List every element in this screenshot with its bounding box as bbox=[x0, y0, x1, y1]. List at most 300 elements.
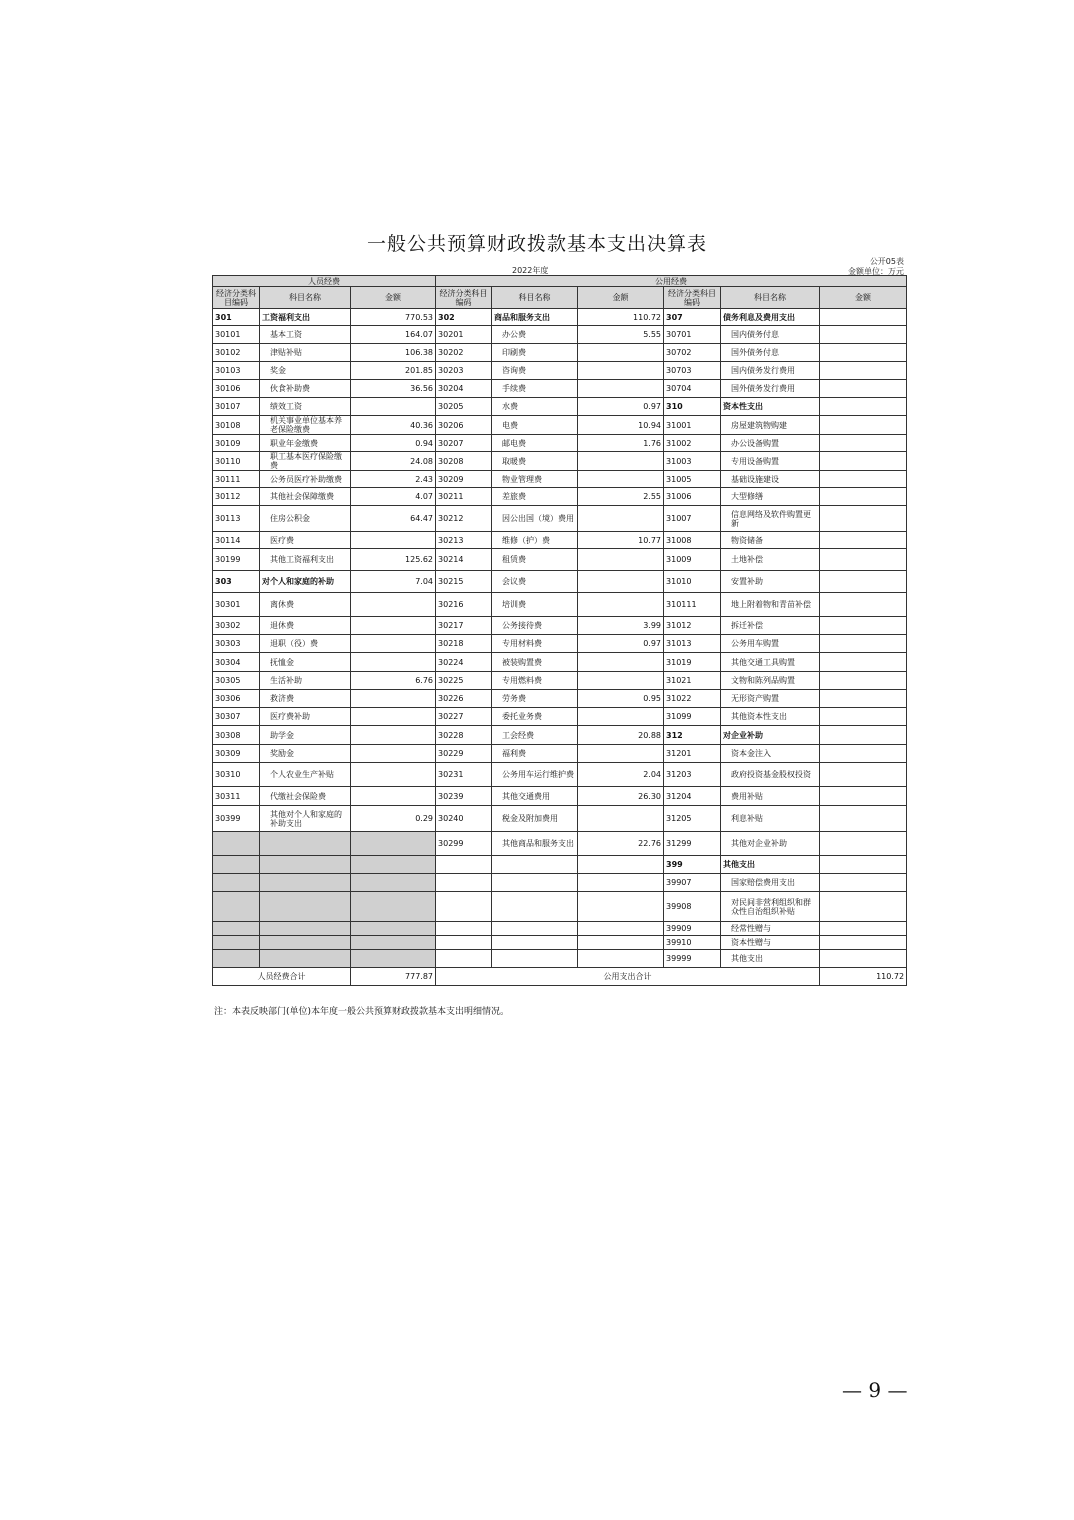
cell-name: 职工基本医疗保险缴费 bbox=[260, 452, 351, 471]
cell-name bbox=[492, 856, 578, 874]
cell-name: 津贴补贴 bbox=[260, 344, 351, 362]
cell-name: 退职（役）费 bbox=[260, 635, 351, 653]
cell-name: 退休费 bbox=[260, 617, 351, 635]
cell-amount bbox=[578, 593, 664, 617]
cell-name: 国外债务发行费用 bbox=[721, 380, 820, 398]
cell-name: 水费 bbox=[492, 398, 578, 416]
cell-amount bbox=[820, 506, 907, 532]
cell-code: 30206 bbox=[436, 416, 492, 435]
cell-name bbox=[492, 874, 578, 892]
table-row bbox=[213, 690, 907, 708]
cell-code: 30213 bbox=[436, 532, 492, 549]
cell-code: 31205 bbox=[664, 806, 721, 832]
table-row bbox=[213, 549, 907, 571]
cell-amount bbox=[351, 708, 436, 726]
table-row bbox=[213, 398, 907, 416]
cell-code bbox=[436, 950, 492, 968]
cell-name: 对企业补助 bbox=[721, 726, 820, 745]
cell-amount bbox=[820, 398, 907, 416]
cell-code: 30225 bbox=[436, 672, 492, 690]
cell-name: 因公出国（境）费用 bbox=[492, 506, 578, 532]
cell-name bbox=[260, 922, 351, 936]
cell-amount: 10.94 bbox=[578, 416, 664, 435]
cell-name: 安置补助 bbox=[721, 571, 820, 593]
cell-code: 39909 bbox=[664, 922, 721, 936]
cell-name: 基础设施建设 bbox=[721, 471, 820, 488]
cell-code: 30114 bbox=[213, 532, 260, 549]
cell-code: 310 bbox=[664, 398, 721, 416]
cell-name: 专用材料费 bbox=[492, 635, 578, 653]
amount-header: 金额 bbox=[578, 287, 664, 309]
cell-amount bbox=[820, 672, 907, 690]
cell-name: 邮电费 bbox=[492, 435, 578, 452]
table-row bbox=[213, 672, 907, 690]
cell-code: 31201 bbox=[664, 745, 721, 763]
cell-code: 30201 bbox=[436, 326, 492, 344]
cell-amount bbox=[820, 549, 907, 571]
cell-name: 医疗费 bbox=[260, 532, 351, 549]
cell-code: 30231 bbox=[436, 763, 492, 787]
cell-name: 救济费 bbox=[260, 690, 351, 708]
cell-amount bbox=[578, 745, 664, 763]
cell-code: 30305 bbox=[213, 672, 260, 690]
cell-code: 31001 bbox=[664, 416, 721, 435]
cell-code: 30204 bbox=[436, 380, 492, 398]
cell-amount bbox=[820, 532, 907, 549]
table-row bbox=[213, 950, 907, 968]
cell-code bbox=[213, 950, 260, 968]
cell-name: 商品和服务支出 bbox=[492, 309, 578, 326]
cell-name: 工会经费 bbox=[492, 726, 578, 745]
cell-name: 抚恤金 bbox=[260, 653, 351, 672]
cell-name: 奖励金 bbox=[260, 745, 351, 763]
table-row bbox=[213, 922, 907, 936]
cell-code: 39999 bbox=[664, 950, 721, 968]
cell-code: 30218 bbox=[436, 635, 492, 653]
column-header-row bbox=[213, 287, 907, 309]
cell-name: 工资福利支出 bbox=[260, 309, 351, 326]
cell-code: 30228 bbox=[436, 726, 492, 745]
cell-code bbox=[213, 922, 260, 936]
code-header: 经济分类科目编码 bbox=[664, 287, 721, 309]
cell-amount bbox=[820, 806, 907, 832]
code-header: 经济分类科目编码 bbox=[213, 287, 260, 309]
cell-amount bbox=[351, 617, 436, 635]
cell-code: 30108 bbox=[213, 416, 260, 435]
cell-code: 30211 bbox=[436, 488, 492, 506]
cell-code: 30399 bbox=[213, 806, 260, 832]
cell-code: 312 bbox=[664, 726, 721, 745]
cell-code: 31203 bbox=[664, 763, 721, 787]
cell-amount bbox=[351, 950, 436, 968]
cell-name: 其他支出 bbox=[721, 950, 820, 968]
cell-amount bbox=[578, 471, 664, 488]
cell-name: 费用补贴 bbox=[721, 787, 820, 806]
cell-name: 对个人和家庭的补助 bbox=[260, 571, 351, 593]
cell-code: 307 bbox=[664, 309, 721, 326]
cell-amount bbox=[820, 856, 907, 874]
cell-code bbox=[213, 936, 260, 950]
personnel-total-label: 人员经费合计 bbox=[213, 968, 351, 986]
cell-code: 30110 bbox=[213, 452, 260, 471]
cell-amount bbox=[820, 690, 907, 708]
cell-name: 咨询费 bbox=[492, 362, 578, 380]
cell-amount: 24.08 bbox=[351, 452, 436, 471]
public-total-value: 110.72 bbox=[820, 968, 907, 986]
cell-code: 30215 bbox=[436, 571, 492, 593]
cell-amount bbox=[351, 892, 436, 922]
name-header: 科目名称 bbox=[492, 287, 578, 309]
cell-code: 31013 bbox=[664, 635, 721, 653]
table-row bbox=[213, 806, 907, 832]
cell-amount: 0.97 bbox=[578, 398, 664, 416]
table-row bbox=[213, 708, 907, 726]
cell-amount: 0.29 bbox=[351, 806, 436, 832]
cell-code: 30103 bbox=[213, 362, 260, 380]
cell-amount bbox=[820, 726, 907, 745]
table-row bbox=[213, 874, 907, 892]
cell-code bbox=[436, 892, 492, 922]
table-row bbox=[213, 309, 907, 326]
cell-code: 30113 bbox=[213, 506, 260, 532]
cell-code bbox=[213, 832, 260, 856]
cell-code: 31010 bbox=[664, 571, 721, 593]
cell-name bbox=[260, 892, 351, 922]
page-title: 一般公共预算财政拨款基本支出决算表 bbox=[366, 233, 707, 255]
cell-name bbox=[260, 832, 351, 856]
cell-amount bbox=[351, 936, 436, 950]
cell-name: 维修（护）费 bbox=[492, 532, 578, 549]
table-row bbox=[213, 362, 907, 380]
cell-code: 310111 bbox=[664, 593, 721, 617]
personnel-total-value: 777.87 bbox=[351, 968, 436, 986]
cell-amount bbox=[578, 936, 664, 950]
cell-name: 专用燃料费 bbox=[492, 672, 578, 690]
cell-name bbox=[492, 950, 578, 968]
table-row bbox=[213, 617, 907, 635]
cell-code: 30308 bbox=[213, 726, 260, 745]
cell-amount bbox=[820, 362, 907, 380]
cell-code bbox=[213, 856, 260, 874]
cell-amount bbox=[351, 763, 436, 787]
cell-name: 培训费 bbox=[492, 593, 578, 617]
cell-amount: 2.04 bbox=[578, 763, 664, 787]
cell-name: 国内债务付息 bbox=[721, 326, 820, 344]
cell-name: 资本性支出 bbox=[721, 398, 820, 416]
cell-code: 30303 bbox=[213, 635, 260, 653]
cell-amount bbox=[578, 344, 664, 362]
cell-amount bbox=[820, 309, 907, 326]
cell-code: 30107 bbox=[213, 398, 260, 416]
cell-code: 30203 bbox=[436, 362, 492, 380]
table-row bbox=[213, 745, 907, 763]
cell-amount: 770.53 bbox=[351, 309, 436, 326]
cell-amount: 0.97 bbox=[578, 635, 664, 653]
cell-amount bbox=[820, 745, 907, 763]
cell-code: 303 bbox=[213, 571, 260, 593]
cell-code: 31005 bbox=[664, 471, 721, 488]
table-row bbox=[213, 653, 907, 672]
cell-code: 30227 bbox=[436, 708, 492, 726]
cell-amount bbox=[578, 874, 664, 892]
cell-amount bbox=[351, 745, 436, 763]
cell-name: 机关事业单位基本养老保险缴费 bbox=[260, 416, 351, 435]
cell-code: 30199 bbox=[213, 549, 260, 571]
table-row bbox=[213, 571, 907, 593]
cell-code: 30311 bbox=[213, 787, 260, 806]
cell-name: 委托业务费 bbox=[492, 708, 578, 726]
cell-amount: 40.36 bbox=[351, 416, 436, 435]
table-row bbox=[213, 380, 907, 398]
cell-code: 30209 bbox=[436, 471, 492, 488]
cell-name: 拆迁补偿 bbox=[721, 617, 820, 635]
cell-code: 39910 bbox=[664, 936, 721, 950]
table-row bbox=[213, 452, 907, 471]
cell-amount: 125.62 bbox=[351, 549, 436, 571]
cell-code: 30102 bbox=[213, 344, 260, 362]
cell-name: 文物和陈列品购置 bbox=[721, 672, 820, 690]
cell-code: 301 bbox=[213, 309, 260, 326]
table-row bbox=[213, 593, 907, 617]
cell-amount: 2.43 bbox=[351, 471, 436, 488]
cell-amount bbox=[351, 832, 436, 856]
cell-name: 差旅费 bbox=[492, 488, 578, 506]
cell-code: 30301 bbox=[213, 593, 260, 617]
cell-code: 30106 bbox=[213, 380, 260, 398]
cell-code: 31022 bbox=[664, 690, 721, 708]
cell-code: 31008 bbox=[664, 532, 721, 549]
cell-name bbox=[260, 950, 351, 968]
table-row bbox=[213, 763, 907, 787]
cell-amount bbox=[351, 635, 436, 653]
cell-name: 其他资本性支出 bbox=[721, 708, 820, 726]
cell-name: 办公费 bbox=[492, 326, 578, 344]
cell-name: 职业年金缴费 bbox=[260, 435, 351, 452]
cell-name: 债务利息及费用支出 bbox=[721, 309, 820, 326]
cell-amount bbox=[820, 832, 907, 856]
cell-amount bbox=[578, 380, 664, 398]
cell-name: 公务用车购置 bbox=[721, 635, 820, 653]
cell-code: 30205 bbox=[436, 398, 492, 416]
table-row bbox=[213, 856, 907, 874]
cell-amount: 110.72 bbox=[578, 309, 664, 326]
cell-code: 30112 bbox=[213, 488, 260, 506]
cell-amount bbox=[578, 506, 664, 532]
cell-amount bbox=[351, 532, 436, 549]
cell-amount: 4.07 bbox=[351, 488, 436, 506]
code-header: 经济分类科目编码 bbox=[436, 287, 492, 309]
cell-name bbox=[492, 892, 578, 922]
cell-code bbox=[213, 892, 260, 922]
cell-amount bbox=[820, 380, 907, 398]
cell-amount bbox=[578, 549, 664, 571]
cell-amount bbox=[820, 593, 907, 617]
cell-name: 其他对个人和家庭的补助支出 bbox=[260, 806, 351, 832]
table-row bbox=[213, 506, 907, 532]
cell-amount: 201.85 bbox=[351, 362, 436, 380]
amount-header: 金额 bbox=[351, 287, 436, 309]
amount-unit: 金额单位：万元 bbox=[848, 267, 904, 276]
cell-amount bbox=[351, 856, 436, 874]
name-header: 科目名称 bbox=[721, 287, 820, 309]
cell-code: 30310 bbox=[213, 763, 260, 787]
cell-name bbox=[260, 856, 351, 874]
table-row bbox=[213, 726, 907, 745]
cell-amount bbox=[820, 635, 907, 653]
cell-amount: 10.77 bbox=[578, 532, 664, 549]
cell-amount bbox=[820, 488, 907, 506]
cell-name: 国外债务付息 bbox=[721, 344, 820, 362]
cell-code: 30299 bbox=[436, 832, 492, 856]
cell-name: 代缴社会保险费 bbox=[260, 787, 351, 806]
cell-amount bbox=[820, 708, 907, 726]
cell-code: 39907 bbox=[664, 874, 721, 892]
cell-code: 30202 bbox=[436, 344, 492, 362]
page-number: — 9 — bbox=[842, 1378, 908, 1402]
cell-code: 30101 bbox=[213, 326, 260, 344]
cell-code: 31003 bbox=[664, 452, 721, 471]
cell-name: 利息补贴 bbox=[721, 806, 820, 832]
cell-amount: 64.47 bbox=[351, 506, 436, 532]
expenditure-table bbox=[212, 275, 907, 986]
cell-code: 30240 bbox=[436, 806, 492, 832]
cell-code: 30307 bbox=[213, 708, 260, 726]
cell-code: 31099 bbox=[664, 708, 721, 726]
cell-name: 取暖费 bbox=[492, 452, 578, 471]
cell-code: 30704 bbox=[664, 380, 721, 398]
cell-name: 个人农业生产补贴 bbox=[260, 763, 351, 787]
cell-amount: 3.99 bbox=[578, 617, 664, 635]
cell-name: 基本工资 bbox=[260, 326, 351, 344]
table-row bbox=[213, 832, 907, 856]
table-row bbox=[213, 892, 907, 922]
cell-name: 办公设备购置 bbox=[721, 435, 820, 452]
cell-code: 30216 bbox=[436, 593, 492, 617]
cell-amount bbox=[578, 892, 664, 922]
cell-amount bbox=[578, 950, 664, 968]
cell-amount bbox=[820, 936, 907, 950]
form-number: 公开05表 bbox=[869, 257, 904, 266]
cell-amount bbox=[820, 416, 907, 435]
cell-code: 30207 bbox=[436, 435, 492, 452]
cell-code: 302 bbox=[436, 309, 492, 326]
cell-amount bbox=[820, 471, 907, 488]
cell-amount bbox=[351, 787, 436, 806]
cell-code: 31019 bbox=[664, 653, 721, 672]
cell-code: 30309 bbox=[213, 745, 260, 763]
cell-name: 国家赔偿费用支出 bbox=[721, 874, 820, 892]
cell-code: 31021 bbox=[664, 672, 721, 690]
table-row bbox=[213, 326, 907, 344]
cell-name: 其他社会保障缴费 bbox=[260, 488, 351, 506]
cell-amount: 106.38 bbox=[351, 344, 436, 362]
cell-code: 31012 bbox=[664, 617, 721, 635]
cell-name: 其他工资福利支出 bbox=[260, 549, 351, 571]
cell-amount: 0.95 bbox=[578, 690, 664, 708]
cell-code: 30224 bbox=[436, 653, 492, 672]
table-row bbox=[213, 416, 907, 435]
fiscal-year: 2022年度 bbox=[512, 266, 549, 275]
cell-name: 奖金 bbox=[260, 362, 351, 380]
cell-name: 租赁费 bbox=[492, 549, 578, 571]
cell-amount bbox=[820, 763, 907, 787]
cell-code: 30239 bbox=[436, 787, 492, 806]
cell-code: 30214 bbox=[436, 549, 492, 571]
cell-amount bbox=[820, 435, 907, 452]
cell-amount bbox=[820, 874, 907, 892]
cell-name: 劳务费 bbox=[492, 690, 578, 708]
cell-name: 公务用车运行维护费 bbox=[492, 763, 578, 787]
cell-amount bbox=[820, 950, 907, 968]
cell-code bbox=[436, 874, 492, 892]
table-row bbox=[213, 635, 907, 653]
cell-name bbox=[260, 874, 351, 892]
cell-amount bbox=[820, 787, 907, 806]
cell-code: 31299 bbox=[664, 832, 721, 856]
cell-amount bbox=[820, 326, 907, 344]
cell-name: 政府投资基金股权投资 bbox=[721, 763, 820, 787]
cell-name: 住房公积金 bbox=[260, 506, 351, 532]
cell-name: 无形资产购置 bbox=[721, 690, 820, 708]
cell-amount bbox=[578, 362, 664, 380]
cell-name: 公务接待费 bbox=[492, 617, 578, 635]
cell-code bbox=[213, 874, 260, 892]
cell-code: 31204 bbox=[664, 787, 721, 806]
cell-amount bbox=[578, 708, 664, 726]
cell-code: 30701 bbox=[664, 326, 721, 344]
cell-name: 国内债务发行费用 bbox=[721, 362, 820, 380]
table-row bbox=[213, 435, 907, 452]
cell-code: 30703 bbox=[664, 362, 721, 380]
cell-name: 其他对企业补助 bbox=[721, 832, 820, 856]
cell-name: 经常性赠与 bbox=[721, 922, 820, 936]
cell-code: 30302 bbox=[213, 617, 260, 635]
cell-name: 对民间非营利组织和群众性自治组织补贴 bbox=[721, 892, 820, 922]
cell-amount bbox=[578, 672, 664, 690]
cell-name bbox=[492, 922, 578, 936]
amount-header: 金额 bbox=[820, 287, 907, 309]
cell-name: 其他支出 bbox=[721, 856, 820, 874]
cell-code: 30226 bbox=[436, 690, 492, 708]
cell-amount bbox=[820, 571, 907, 593]
cell-name: 土地补偿 bbox=[721, 549, 820, 571]
cell-name: 地上附着物和青苗补偿 bbox=[721, 593, 820, 617]
cell-amount bbox=[351, 398, 436, 416]
cell-name: 资本金注入 bbox=[721, 745, 820, 763]
cell-name: 手续费 bbox=[492, 380, 578, 398]
cell-name: 绩效工资 bbox=[260, 398, 351, 416]
cell-code: 30212 bbox=[436, 506, 492, 532]
cell-name: 会议费 bbox=[492, 571, 578, 593]
totals-row bbox=[213, 968, 907, 986]
cell-name: 其他商品和服务支出 bbox=[492, 832, 578, 856]
cell-amount: 22.76 bbox=[578, 832, 664, 856]
cell-amount: 20.88 bbox=[578, 726, 664, 745]
table-row bbox=[213, 488, 907, 506]
cell-code: 31007 bbox=[664, 506, 721, 532]
cell-amount: 7.04 bbox=[351, 571, 436, 593]
cell-amount bbox=[351, 690, 436, 708]
cell-amount bbox=[578, 922, 664, 936]
cell-code: 399 bbox=[664, 856, 721, 874]
cell-amount bbox=[820, 922, 907, 936]
personnel-section-header: 人员经费 bbox=[213, 276, 436, 287]
cell-name: 税金及附加费用 bbox=[492, 806, 578, 832]
cell-amount bbox=[351, 874, 436, 892]
cell-amount bbox=[578, 653, 664, 672]
cell-amount bbox=[351, 922, 436, 936]
name-header: 科目名称 bbox=[260, 287, 351, 309]
